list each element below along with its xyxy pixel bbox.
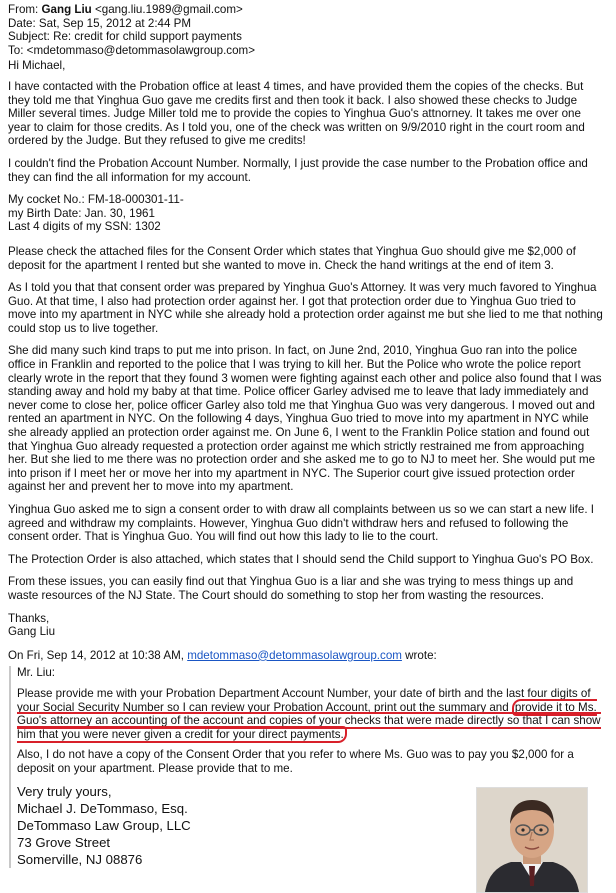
- greeting: Hi Michael,: [8, 59, 66, 73]
- closing: Thanks,: [8, 611, 50, 625]
- quoted-consent-paragraph: Also, I do not have a copy of the Consent Order that you refer to where Ms. Guo was to pay you $2,000 for a deposit on your apartment. Please provide that to me.: [17, 748, 574, 775]
- highlighted-request-text: provide it to Ms. Guo's attorney an accounting of the account and copies of your checks that were made directly so that I can show him that you were never given a credit for your direct payments.: [17, 700, 601, 741]
- sender-email: <gang.liu.1989@gmail.com>: [95, 3, 243, 16]
- sig-closing: Very truly yours,: [17, 783, 112, 799]
- quoted-salutation: Mr. Liu:: [17, 666, 56, 680]
- date-line: Date: Sat, Sep 15, 2012 at 2:44 PM: [8, 16, 192, 30]
- email-message: [8, 3, 606, 868]
- docket-number: My cocket No.: FM-18-000301-11-: [8, 193, 184, 207]
- from-line: [8, 3, 606, 17]
- signature: Gang Liu: [8, 625, 56, 639]
- paragraph-conclusion: From these issues, you can easily find out that Yinghua Guo is a liar and she was trying to mess things up and waste resources of the NJ State. The Court should do something to stop her from wasting the resources.: [8, 575, 574, 602]
- quoted-request-paragraph: [17, 687, 606, 741]
- paragraph-account-number: I couldn't find the Probation Account Number. Normally, I just provide the case number to the Probation office and they can find the all information for my account.: [8, 156, 588, 184]
- sender-name: Gang Liu: [41, 3, 92, 16]
- to-line: To: <mdetommaso@detommasolawgroup.com>: [8, 43, 255, 57]
- quote-attribution: [8, 649, 606, 663]
- quote-date: On Fri, Sep 14, 2012 at 10:38 AM,: [8, 648, 184, 662]
- paragraph-consent-order: Please check the attached files for the Consent Order which states that Yinghua Guo should give me $2,000 of deposit for the apartment I rented but she wanted to move in. Check the hand writings at the end of item 3.: [8, 244, 576, 272]
- ssn-digits: Last 4 digits of my SSN: 1302: [8, 220, 161, 234]
- subject-line: Subject: Re: credit for child support payments: [8, 30, 242, 44]
- email-body: [8, 59, 606, 638]
- paragraph-protection-order: The Protection Order is also attached, which states that I should send the Child support to Yinghua Guo's PO Box.: [8, 552, 594, 566]
- sig-street: 73 Grove Street: [17, 834, 111, 850]
- email-header: [8, 3, 606, 57]
- sig-city: Somerville, NJ 08876: [17, 851, 143, 867]
- sig-name: Michael J. DeTommaso, Esq.: [17, 800, 188, 816]
- paragraph-withdraw: Yinghua Guo asked me to sign a consent order to with draw all complaints between us so we can start a new life. I agreed and withdraw my complaints. However, Yinghua Guo didn't withdraw hers and refused to following the consent order. That is Yinghua Guo. You will find out how this lady to lie to the court.: [8, 503, 595, 544]
- paragraph-attorney: As I told you that that consent order was prepared by Yinghua Guo's Attorney. It was very much favored to Yinghua Guo. At that time, I also had protection order against her. I got that protection order due to Yinghua Guo tried to move into my apartment in NYC while she already hold a protection order against me but she lied to me that nothing could stop us to live together.: [8, 281, 603, 335]
- sig-firm: DeTommaso Law Group, LLC: [17, 817, 191, 833]
- paragraph-checks: I have contacted with the Probation office at least 4 times, and have provided them the copies of the checks. But they told me that Yinghua Guo gave me credits first and then took it back. I also showed these checks to Judge Miller several times. Judge Miller told me to provide the copies to Yinghua Guo's attnorney. It takes me over one year to claim for those credits. As I told you, one of the check was written on 9/9/2010 right in the court room and ordered by the Judge. But they refused to give me credits!: [8, 79, 585, 148]
- attorney-photo: [476, 787, 588, 893]
- personal-details: [8, 193, 606, 234]
- from-label: From:: [8, 3, 39, 16]
- quote-wrote: wrote:: [405, 648, 437, 662]
- birth-date: my Birth Date: Jan. 30, 1961: [8, 206, 155, 220]
- quoted-request-text: Please provide me with your Probation Department Account Number, your date of birth and the last four digits of your Social Security Number so I can review your Probation Account, print out the summary and: [17, 686, 591, 714]
- quoted-sender-link[interactable]: mdetommaso@detommasolawgroup.com: [187, 648, 402, 662]
- paragraph-traps: She did many such kind traps to put me into prison. In fact, on June 2nd, 2010, Yinghua Guo ran into the police office in Franklin and reported to the police that I was trying to kill her. But the Police who wrote the police report clearly wrote in the report that they found 3 women were fighting against each other and police also found that I was standing away and hold my baby at that time. Police officer Garley advised me to leave that lady immediately and never come to close her, police officer Garley also told me that Yinghua Guo was very dangerous. I moved out and rented an apartment in NYC. On the following 4 days, Yinghua Guo tried to move into my apartment in NYC while she already applied an protection order against me. On June 6, I went to the Franklin Police station and found out that Yinghua Guo already requested a protection order against me which strictly restrained me from approaching her. But she lied to me there was no protection order and she asked me to go to NJ to meet her. She would put me into prison if I meet her or move her into my apartment in NYC. The Superior court give issued protection order against her and prevent her to move into my apartment.: [8, 344, 602, 494]
